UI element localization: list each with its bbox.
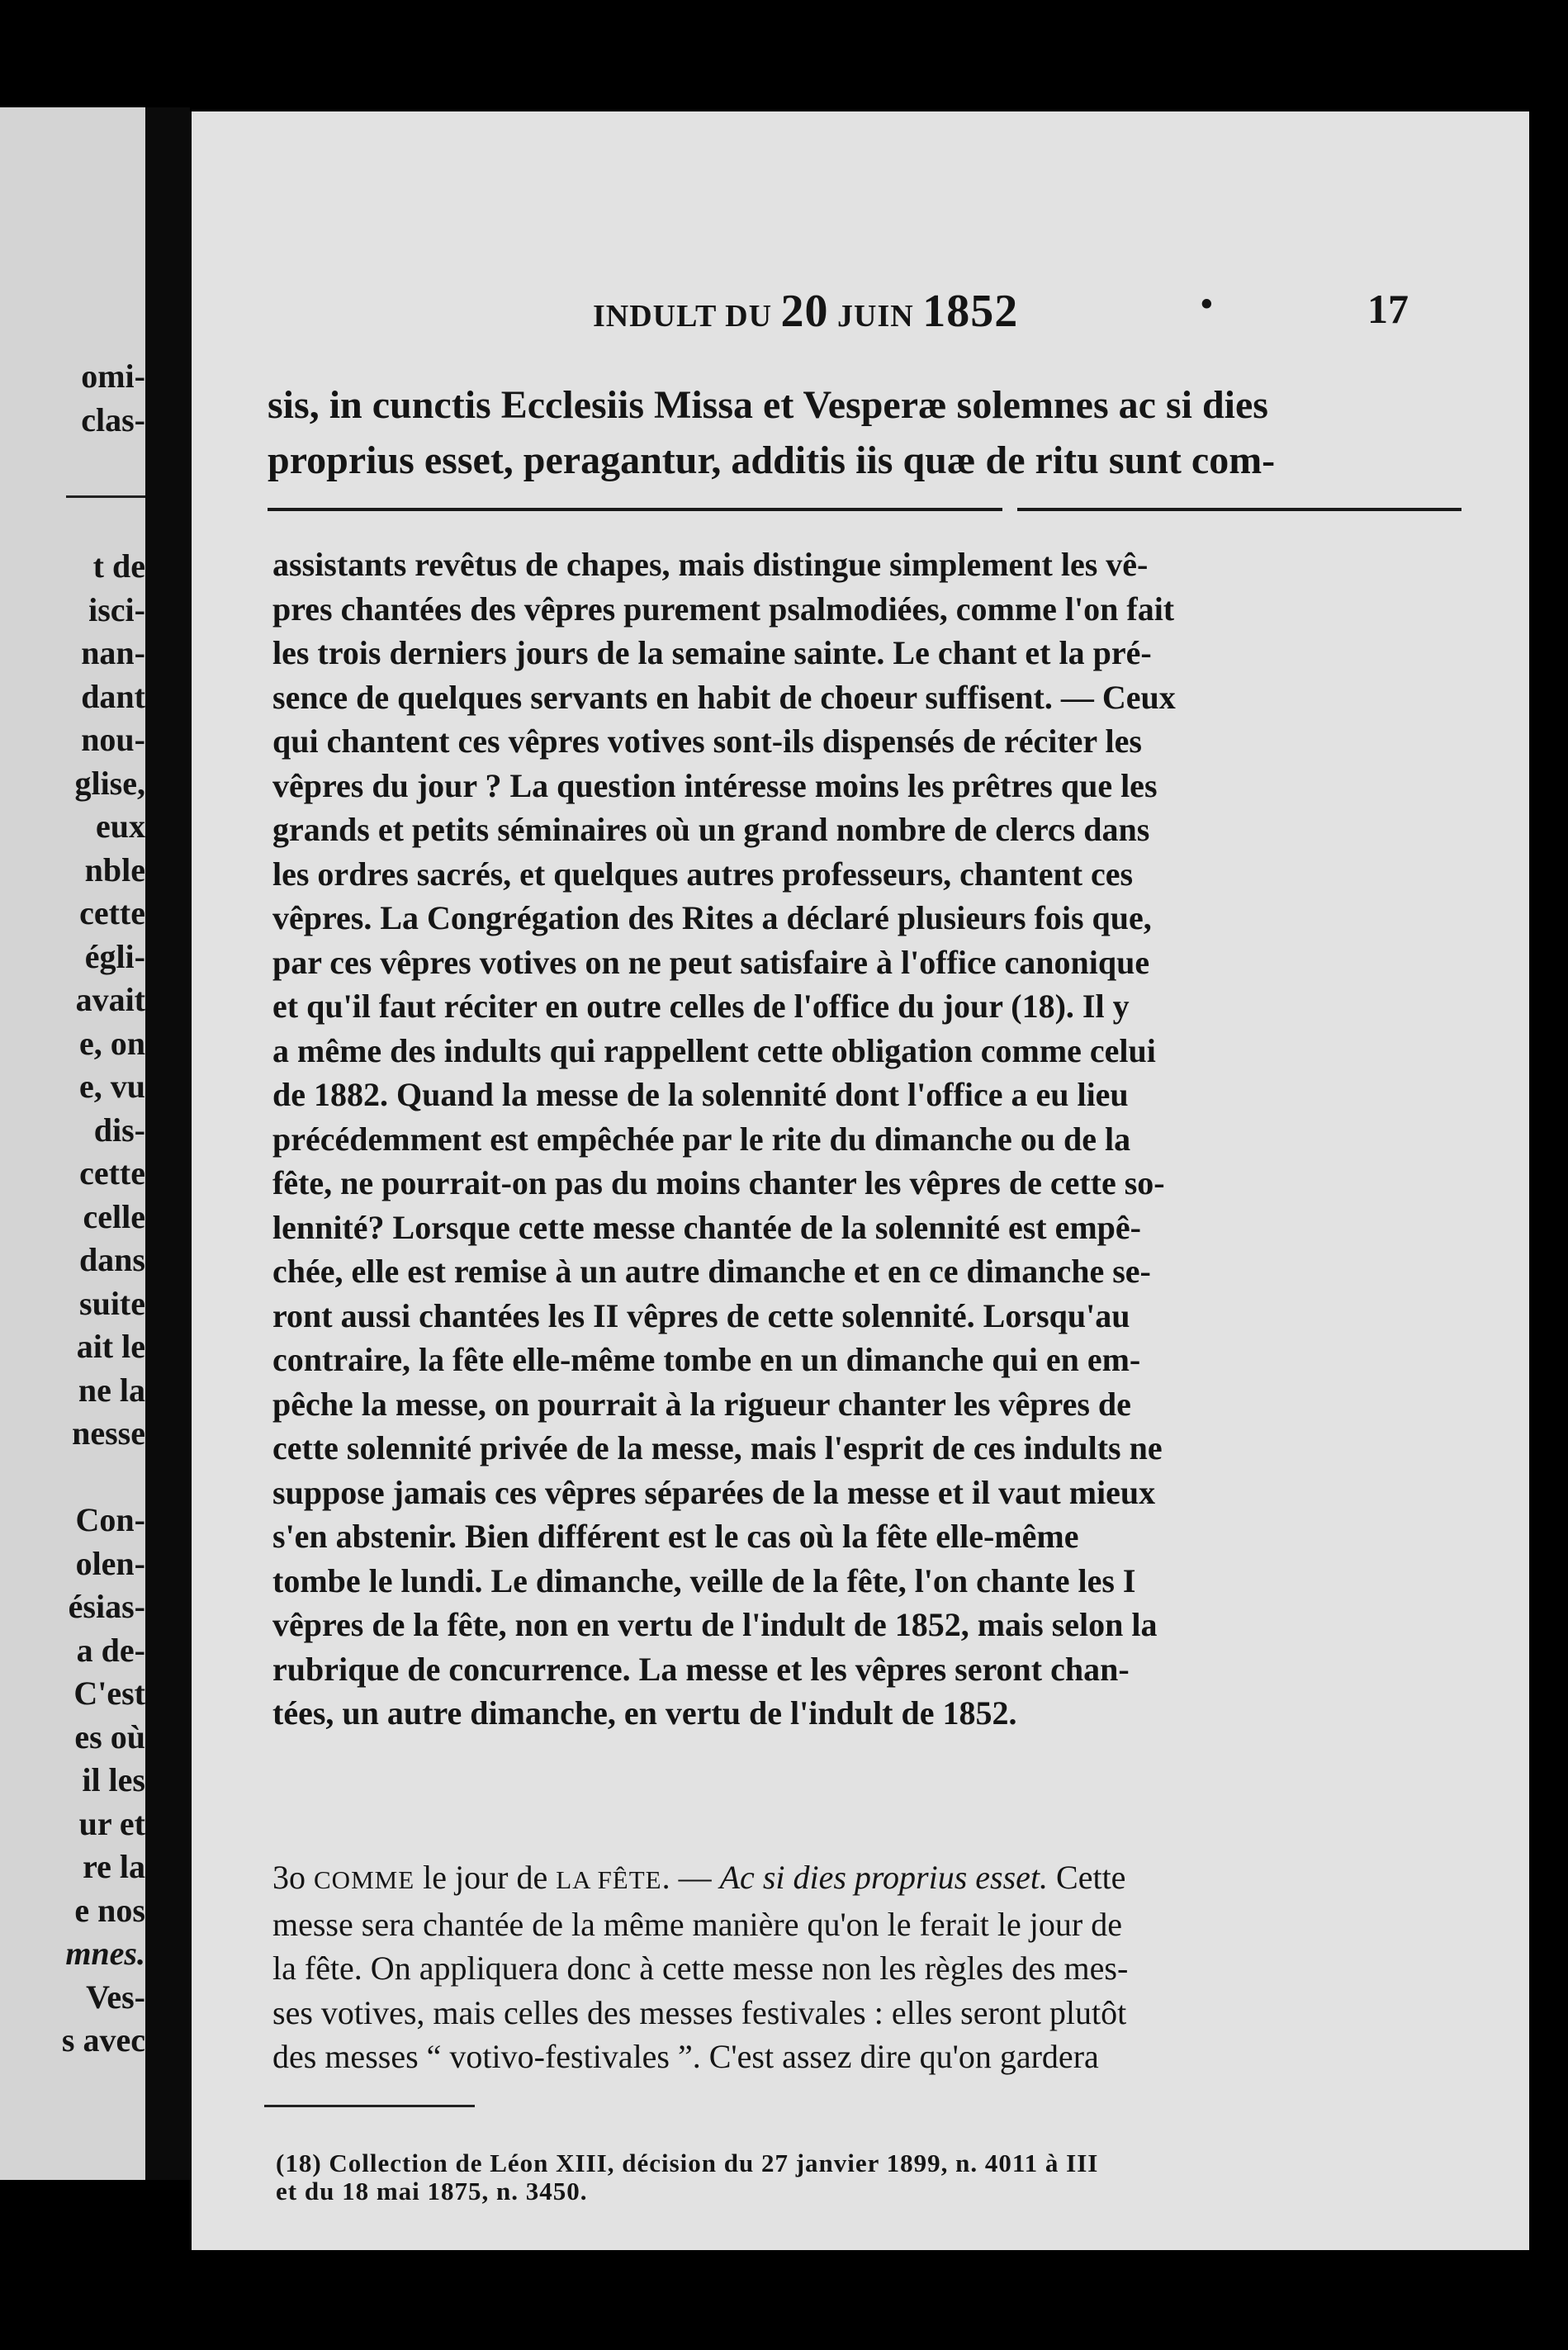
left-page-line: dis- xyxy=(93,1111,145,1149)
running-head-day: 20 xyxy=(780,286,829,337)
left-facing-page xyxy=(0,107,157,2180)
left-page-line: il les xyxy=(82,1761,145,1798)
left-page-line: isci- xyxy=(88,590,145,628)
body-line: la fête. On appliquera donc à cette messe non les règles des mes- xyxy=(272,1950,1129,1987)
section-latin-quote: Ac si dies proprius esset. xyxy=(719,1859,1049,1896)
note-line: sence de quelques servants en habit de choeur suffisent. — Ceux xyxy=(272,678,1176,716)
section-keyword: LA FÊTE xyxy=(556,1865,662,1894)
left-page-line: omi- xyxy=(81,358,145,395)
running-head xyxy=(593,285,1018,338)
running-head-text: INDULT DU xyxy=(593,299,781,334)
note-line: les ordres sacrés, et quelques autres professeurs, chantent ces xyxy=(272,855,1134,893)
running-head-year: 1852 xyxy=(922,286,1019,337)
section-text: Cette xyxy=(1048,1859,1126,1896)
left-page-line: s avec xyxy=(61,2021,145,2059)
left-page-line: a de- xyxy=(76,1631,145,1669)
note-line: qui chantent ces vêpres votives sont-ils dispensés de réciter les xyxy=(272,723,1142,760)
footnote-line: et du 18 mai 1875, n. 3450. xyxy=(276,2177,588,2205)
left-page-line: olen- xyxy=(75,1544,145,1582)
left-page-line: glise, xyxy=(74,764,145,802)
footnote-rule xyxy=(264,2105,475,2107)
note-line: rubrique de concurrence. La messe et les vêpres seront chan- xyxy=(272,1650,1130,1688)
latin-text xyxy=(268,377,1457,488)
left-page-line: C'est xyxy=(73,1675,145,1712)
note-line: fête, ne pourrait-on pas du moins chanter les vêpres de cette so- xyxy=(272,1164,1165,1201)
left-page-line: Con- xyxy=(75,1501,145,1538)
left-page-line: nble xyxy=(84,850,145,888)
left-page-rule xyxy=(66,495,157,498)
footnote-line: (18) Collection de Léon XIII, décision du 27 janvier 1899, n. 4011 à III xyxy=(276,2149,1099,2177)
left-page-line: nan- xyxy=(81,634,145,671)
left-page-line: égli- xyxy=(84,937,145,975)
left-page-line: ésias- xyxy=(68,1588,145,1625)
left-page-line: dant xyxy=(81,677,145,715)
note-line: les trois derniers jours de la semaine sainte. Le chant et la pré- xyxy=(272,634,1152,671)
body-line: ses votives, mais celles des messes festivales : elles seront plutôt xyxy=(272,1993,1127,2031)
left-page-line: e nos xyxy=(74,1891,145,1929)
left-page-line: cette xyxy=(79,1154,145,1192)
section-number: 3o xyxy=(272,1859,314,1896)
note-line: a même des indults qui rappellent cette obligation comme celui xyxy=(272,1031,1156,1069)
body-line: messe sera chantée de la même manière qu'on le ferait le jour de xyxy=(272,1905,1122,1943)
left-page-line: cette xyxy=(79,894,145,931)
page-number: 17 xyxy=(1367,286,1409,332)
page-header xyxy=(192,285,1529,337)
latin-line: sis, in cunctis Ecclesiis Missa et Vesperæ solemnes ac si dies xyxy=(268,383,1268,427)
left-page-line: clas- xyxy=(81,400,145,438)
section-3-body xyxy=(272,1855,1461,2079)
note-line: tombe le lundi. Le dimanche, veille de la fête, l'on chante les I xyxy=(272,1561,1136,1599)
section-keyword: COMME xyxy=(314,1865,415,1894)
note-line: pêche la messe, on pourrait à la rigueur chanter les vêpres de xyxy=(272,1385,1131,1423)
note-line: ront aussi chantées les II vêpres de cette solennité. Lorsqu'au xyxy=(272,1296,1130,1334)
note-line: s'en abstenir. Bien différent est le cas où la fête elle-même xyxy=(272,1518,1079,1555)
left-page-line: es où xyxy=(74,1717,145,1755)
latin-line: proprius esset, peragantur, additis iis quæ de ritu sunt com- xyxy=(268,438,1276,482)
running-head-month: JUIN xyxy=(828,299,923,334)
note-line: et qu'il faut réciter en outre celles de l'office du jour (18). Il y xyxy=(272,988,1130,1025)
left-page-line: eux xyxy=(96,808,145,845)
left-page-line: re la xyxy=(83,1848,145,1885)
left-page-line: celle xyxy=(83,1197,145,1235)
body-line: des messes “ votivo-festivales ”. C'est assez dire qu'on gardera xyxy=(272,2038,1099,2075)
left-page-line: e, vu xyxy=(79,1068,145,1105)
note-line: suppose jamais ces vêpres séparées de la messe et il vaut mieux xyxy=(272,1473,1156,1511)
note-line: pres chantées des vêpres purement psalmodiées, comme l'on fait xyxy=(272,590,1175,628)
note-line: chée, elle est remise à un autre dimanche et en ce dimanche se- xyxy=(272,1253,1151,1290)
footnote xyxy=(276,2149,1465,2205)
left-page-line: ur et xyxy=(78,1804,145,1842)
note-line: par ces vêpres votives on ne peut satisfaire à l'office canonique xyxy=(272,943,1150,981)
note-line: tées, un autre dimanche, en vertu de l'indult de 1852. xyxy=(272,1694,1017,1732)
note-line: précédemment est empêchée par le rite du dimanche ou de la xyxy=(272,1120,1131,1158)
left-page-line: Ves- xyxy=(86,1978,145,2016)
book-binding-gutter xyxy=(145,107,190,2180)
note-line: vêpres de la fête, non en vertu de l'indult de 1852, mais selon la xyxy=(272,1606,1158,1643)
left-page-line: dans xyxy=(78,1241,145,1278)
section-dash: . — xyxy=(661,1859,720,1896)
note-line: lennité? Lorsque cette messe chantée de la solennité est empê- xyxy=(272,1208,1141,1246)
left-page-line: avait xyxy=(75,981,145,1018)
note-line: de 1882. Quand la messe de la solennité dont l'office a eu lieu xyxy=(272,1076,1129,1113)
left-page-line: e, on xyxy=(79,1024,145,1062)
left-page-line: nesse xyxy=(72,1414,145,1452)
header-dot: • xyxy=(1201,286,1213,324)
left-page-lines xyxy=(0,545,145,2063)
left-page-line: suite xyxy=(79,1284,145,1322)
section-heading-line xyxy=(272,1855,1461,1902)
left-page-line: ne la xyxy=(78,1371,145,1409)
left-page-line: ait le xyxy=(76,1328,145,1365)
right-page xyxy=(192,111,1529,2250)
separator-rule xyxy=(268,508,1002,511)
note-line: contraire, la fête elle-même tombe en un dimanche qui en em- xyxy=(272,1341,1141,1378)
left-page-top-lines xyxy=(0,355,145,442)
section-text: le jour de xyxy=(415,1859,557,1896)
note-line: vêpres du jour ? La question intéresse moins les prêtres que les xyxy=(272,766,1158,804)
left-page-line: nou- xyxy=(81,721,145,758)
left-page-line xyxy=(0,1456,145,1500)
separator-rule xyxy=(1017,508,1461,511)
left-page-line: mnes. xyxy=(65,1935,145,1972)
left-page-line: t de xyxy=(92,547,145,585)
note-line: assistants revêtus de chapes, mais distingue simplement les vê- xyxy=(272,546,1149,583)
commentary-note xyxy=(272,542,1461,1736)
note-line: grands et petits séminaires où un grand nombre de clercs dans xyxy=(272,811,1150,848)
note-line: vêpres. La Congrégation des Rites a déclaré plusieurs fois que, xyxy=(272,899,1152,936)
note-line: cette solennité privée de la messe, mais l'esprit de ces indults ne xyxy=(272,1429,1163,1466)
